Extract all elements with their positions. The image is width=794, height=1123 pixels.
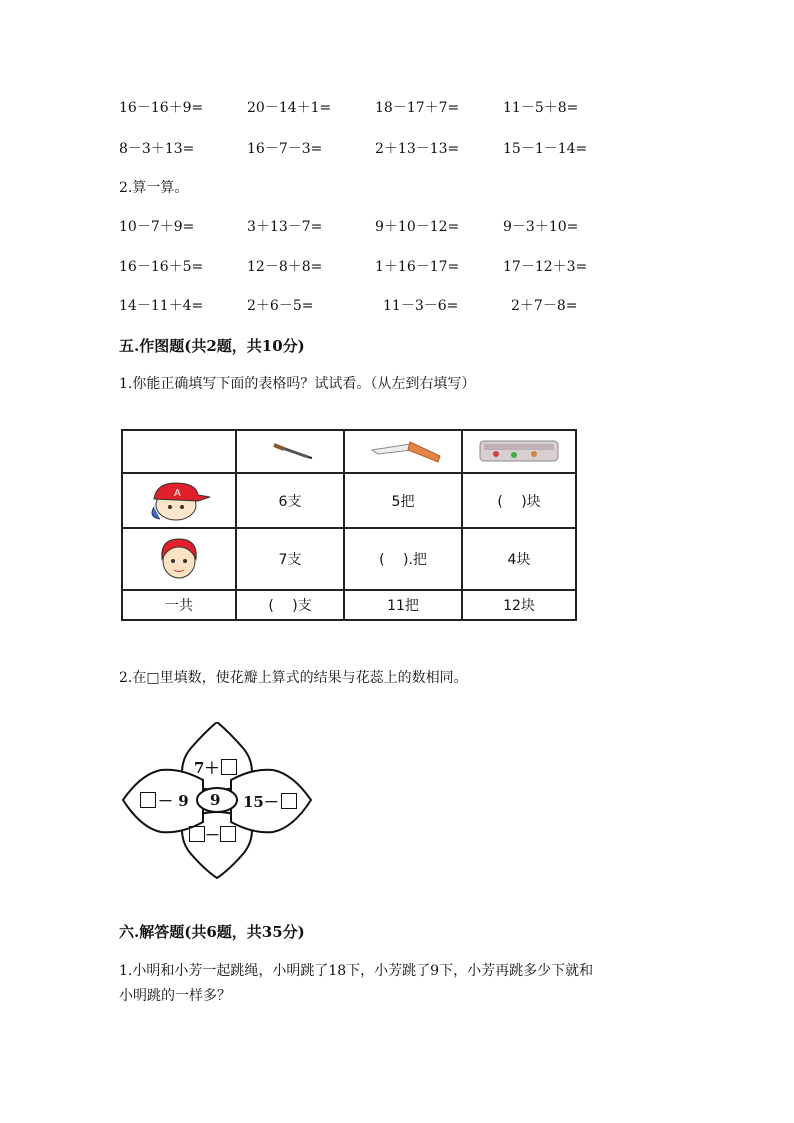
answer-box[interactable]: [221, 759, 237, 775]
right-petal-expression: [243, 791, 297, 812]
answer-box[interactable]: [140, 792, 156, 808]
equation: 17－12＋3=: [503, 259, 588, 275]
table-cell: ( )支: [236, 590, 344, 620]
left-petal-expression: [140, 790, 189, 811]
equation: 1＋16－17=: [375, 259, 460, 275]
equation: 11－5＋8=: [503, 100, 579, 116]
equation: 3＋13－7=: [247, 219, 323, 235]
eraser-box-icon: [474, 435, 564, 465]
table-cell: 12块: [462, 590, 576, 620]
answer-box[interactable]: [189, 826, 205, 842]
bottom-petal-expression: [189, 824, 236, 845]
pencil-icon: [260, 435, 320, 465]
equation: 18－17＋7=: [375, 100, 460, 116]
equation: 11－3－6=: [383, 298, 459, 314]
table-cell: ( )块: [462, 473, 576, 528]
table-corner-cell: [122, 430, 236, 473]
table-cell: 11把: [344, 590, 462, 620]
question-6-1-line1: 1.小明和小芳一起跳绳，小明跳了18下，小芳跳了9下，小芳再跳多少下就和: [119, 963, 594, 979]
equation: 20－14＋1=: [247, 100, 332, 116]
table-cell: ( ).把: [344, 528, 462, 590]
question-5-2: 2.在□里填数，使花瓣上算式的结果与花蕊上的数相同。: [119, 670, 468, 686]
header-cell: [236, 430, 344, 473]
svg-text:A: A: [174, 487, 181, 499]
knife-icon: [358, 434, 448, 466]
boy-cap-icon: [146, 477, 212, 521]
row-icon-cell: [122, 528, 236, 590]
header-cell: [462, 430, 576, 473]
equation: 2＋7－8=: [511, 298, 578, 314]
equation: 16－16＋9=: [119, 100, 204, 116]
table-cell: 一共: [122, 590, 236, 620]
equation: 8－3＋13=: [119, 141, 195, 157]
answer-box[interactable]: [220, 826, 236, 842]
equation: 2＋13－13=: [375, 141, 460, 157]
equation: 9＋10－12=: [375, 219, 460, 235]
equation: 10－7＋9=: [119, 219, 195, 235]
top-petal-expression: [194, 757, 237, 778]
question-6-1-line2: 小明跳的一样多？: [119, 988, 231, 1004]
left-petal-text: － 9: [158, 792, 189, 810]
equation: 2＋6－5=: [247, 298, 314, 314]
table-cell: 4块: [462, 528, 576, 590]
header-cell: [344, 430, 462, 473]
equation: 16－7－3=: [247, 141, 323, 157]
table-cell: 5把: [344, 473, 462, 528]
table-cell: 7支: [236, 528, 344, 590]
count-table: [121, 429, 577, 621]
equation: 15－1－14=: [503, 141, 588, 157]
girl-icon: [154, 533, 204, 581]
answer-box[interactable]: [281, 793, 297, 809]
question-label: 2.算一算。: [119, 180, 189, 196]
equation: 9－3＋10=: [503, 219, 579, 235]
row-icon-cell: [122, 473, 236, 528]
equation: 14－11＋4=: [119, 298, 204, 314]
section-6-heading: 六.解答题(共6题，共35分): [119, 923, 305, 941]
right-petal-text: 15－: [243, 793, 279, 811]
equation: 12－8＋8=: [247, 259, 323, 275]
flower-center-number: 9: [210, 791, 221, 809]
equation: 16－16＋5=: [119, 259, 204, 275]
table-cell: 6支: [236, 473, 344, 528]
top-petal-text: 7＋: [194, 759, 220, 777]
question-5-1: 1.你能正确填写下面的表格吗？试试看。（从左到右填写）: [119, 376, 476, 392]
section-5-heading: 五.作图题(共2题，共10分): [119, 337, 305, 355]
bottom-petal-text: －: [205, 826, 221, 844]
